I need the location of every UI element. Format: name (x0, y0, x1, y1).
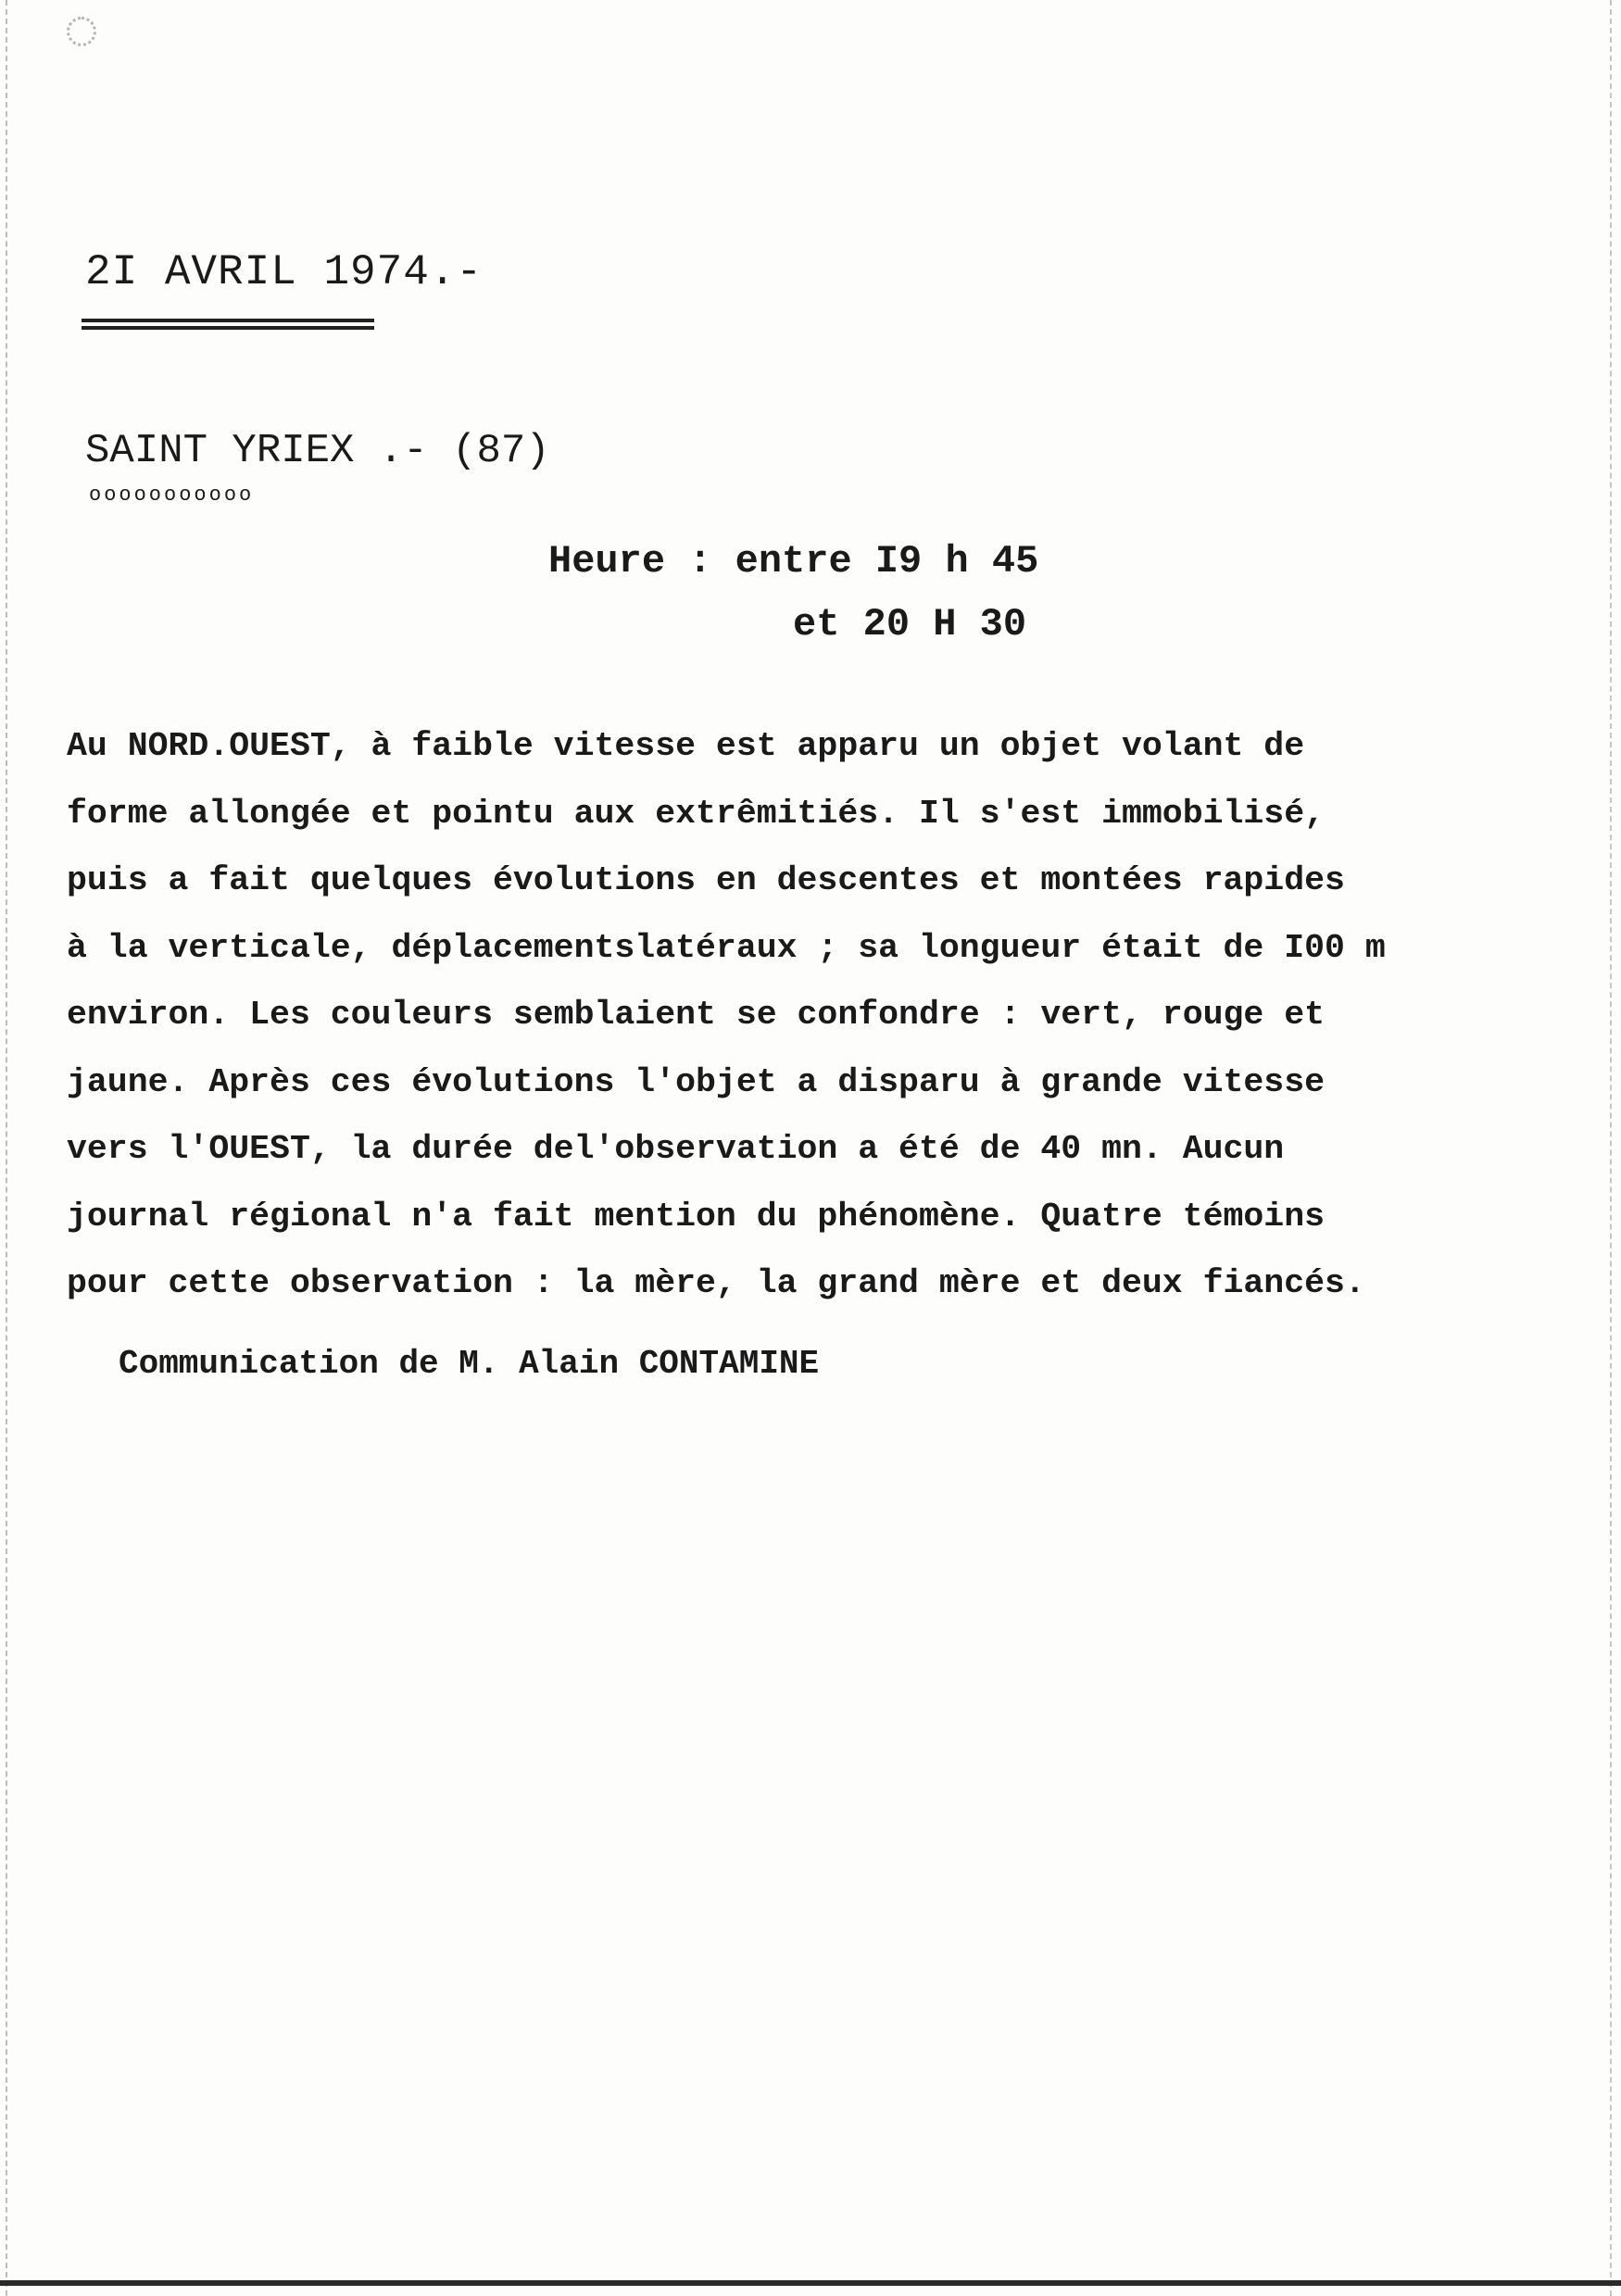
report-date: 2I AVRIL 1974.- (85, 248, 484, 296)
bottom-edge-line (0, 2280, 1621, 2286)
text-line: Au NORD.OUEST, à faible vitesse est apparu un objet volant de (67, 727, 1305, 765)
text-line: puis a fait quelques évolutions en descentes et montées rapides (67, 861, 1345, 899)
text-line: pour cette observation : la mère, la grand mère et deux fiancés. (67, 1264, 1365, 1302)
text-line: jaune. Après ces évolutions l'objet a disparu à grande vitesse (67, 1062, 1326, 1101)
location-underline: ooooooooooo (89, 483, 255, 507)
time-range-start: Heure : entre I9 h 45 (548, 539, 1039, 583)
corner-smudge-mark (67, 17, 96, 46)
date-double-underline (82, 319, 374, 330)
right-edge-perforation (1610, 0, 1614, 2296)
left-edge-perforation (6, 0, 9, 2296)
text-line: à la verticale, déplacementslatéraux ; sa longueur était de I00 m (67, 928, 1386, 967)
text-line: vers l'OUEST, la durée del'observation a été de 40 mn. Aucun (67, 1130, 1285, 1168)
text-line: journal régional n'a fait mention du phénomène. Quatre témoins (67, 1197, 1326, 1236)
time-range-end: et 20 H 30 (793, 602, 1027, 646)
observation-text (67, 713, 1549, 1318)
report-location: SAINT YRIEX .- (87) (85, 428, 550, 474)
text-line: forme allongée et pointu aux extrêmitiés. Il s'est immobilisé, (67, 794, 1326, 833)
text-line: environ. Les couleurs semblaient se confondre : vert, rouge et (67, 996, 1326, 1034)
communication-credit: Communication de M. Alain CONTAMINE (119, 1345, 820, 1383)
